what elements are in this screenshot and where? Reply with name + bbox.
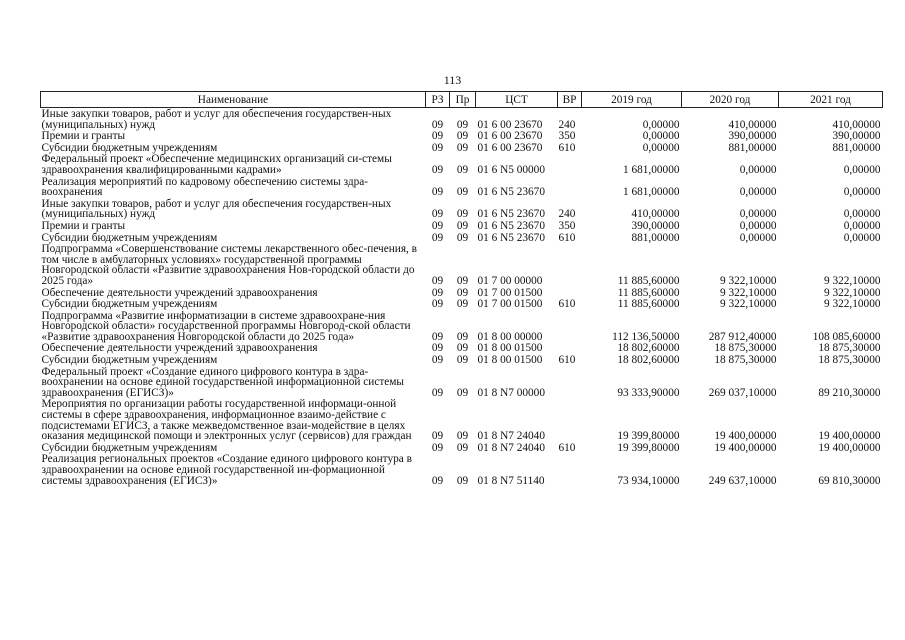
cell-rz: 09: [431, 354, 444, 367]
cell-name: Подпрограмма «Совершенствование системы лекарственного обес-печения, в том числе в амбулаторных условиях» государственной программы Новгородской области «Развитие здравоохранения Нов-городской области до 2025 года»: [41, 243, 418, 287]
cell-cst: 01 8 00 01500: [477, 342, 543, 355]
cell-y2019: 1 681,00000: [623, 163, 680, 176]
cell-name: Реализация мероприятий по кадровому обеспечению системы здра-воохранения: [41, 175, 369, 199]
cell-y2021: 18 875,30000: [818, 354, 881, 367]
table-row: [41, 108, 883, 131]
cell-vr: 350: [558, 130, 576, 143]
cell-pr: 09: [456, 130, 469, 143]
table-row: [41, 142, 883, 154]
table-row: [41, 176, 883, 198]
cell-rz: 09: [431, 186, 444, 199]
cell-pr: 09: [456, 186, 469, 199]
cell-y2020: 9 322,10000: [720, 286, 777, 299]
cell-y2021: 0,00000: [843, 163, 881, 176]
cell-vr: [558, 342, 582, 354]
cell-y2020: 9 322,10000: [720, 274, 777, 287]
cell-cst: 01 6 00 23670: [477, 118, 543, 131]
cell-name: Иные закупки товаров, работ и услуг для обеспечения государствен-ных (муниципальных) нужд: [41, 197, 392, 221]
cell-name: Обеспечение деятельности учреждений здравоохранения: [41, 342, 318, 355]
cell-name: Премии и гранты: [41, 130, 126, 143]
cell-vr: 350: [558, 219, 576, 232]
cell-rz: 09: [431, 386, 444, 399]
cell-vr: 610: [558, 141, 576, 154]
cell-cst: 01 7 00 00000: [477, 274, 543, 287]
cell-y2021: 108 085,60000: [812, 330, 881, 343]
cell-cst: 01 6 N5 00000: [477, 163, 545, 176]
cell-y2019: 73 934,10000: [617, 474, 680, 487]
header-2021: 2021 год: [779, 92, 883, 108]
cell-y2021: 0,00000: [843, 231, 881, 244]
cell-y2019: 881,00000: [631, 231, 680, 244]
cell-y2020: 390,00000: [728, 130, 777, 143]
cell-y2021: 410,00000: [832, 118, 881, 131]
cell-y2019: 19 399,80000: [617, 441, 680, 454]
cell-y2021: 89 210,30000: [818, 386, 881, 399]
cell-rz: 09: [431, 219, 444, 232]
table-row: [41, 366, 883, 399]
table-row: [41, 153, 883, 175]
cell-y2020: 410,00000: [728, 118, 777, 131]
cell-pr: 09: [456, 118, 469, 131]
header-name: Наименование: [41, 92, 426, 108]
cell-pr: 09: [456, 274, 469, 287]
cell-name: Субсидии бюджетным учреждениям: [41, 298, 218, 311]
cell-vr: 610: [558, 298, 576, 311]
cell-y2021: 0,00000: [843, 186, 881, 199]
cell-y2019: 0,00000: [642, 130, 680, 143]
cell-y2021: 9 322,10000: [824, 298, 881, 311]
cell-y2019: 11 885,60000: [617, 298, 680, 311]
table-row: [41, 220, 883, 232]
cell-pr: 09: [456, 430, 469, 443]
cell-name: Субсидии бюджетным учреждениям: [41, 231, 218, 244]
cell-y2019: 11 885,60000: [617, 274, 680, 287]
cell-name: Иные закупки товаров, работ и услуг для обеспечения государствен-ных (муниципальных) нужд: [41, 108, 392, 131]
cell-vr: [558, 176, 582, 198]
cell-vr: [558, 310, 582, 343]
cell-y2019: 11 885,60000: [617, 286, 680, 299]
header-cst: ЦСТ: [476, 92, 558, 108]
table-row: [41, 342, 883, 354]
cell-cst: 01 8 N7 24040: [477, 441, 545, 454]
cell-vr: [558, 453, 582, 486]
cell-pr: 09: [456, 354, 469, 367]
cell-name: Мероприятия по организации работы государственной информаци-онной системы в сфере здравоохранения, информационное взаимо-действие с подсистемами ЕГИСЗ, а также межведомственное взаи-модействие в целях оказания медицинской помощи и электронных услуг (сервисов) для граждан: [41, 398, 412, 443]
cell-pr: 09: [456, 141, 469, 154]
cell-y2021: 9 322,10000: [824, 286, 881, 299]
table-body: [41, 108, 883, 487]
cell-y2019: 410,00000: [631, 208, 680, 221]
cell-pr: 09: [456, 330, 469, 343]
cell-y2019: 1 681,00000: [623, 186, 680, 199]
cell-y2021: 18 875,30000: [818, 342, 881, 355]
cell-rz: 09: [431, 342, 444, 355]
header-pr: Пр: [450, 92, 476, 108]
cell-pr: 09: [456, 298, 469, 311]
cell-vr: 610: [558, 231, 576, 244]
header-vr: ВР: [558, 92, 582, 108]
cell-y2020: 0,00000: [739, 163, 777, 176]
cell-vr: [558, 153, 582, 175]
cell-y2020: 19 400,00000: [714, 430, 777, 443]
cell-pr: 09: [456, 386, 469, 399]
cell-rz: 09: [431, 130, 444, 143]
cell-name: Субсидии бюджетным учреждениям: [41, 141, 218, 154]
cell-pr: 09: [456, 208, 469, 221]
table-row: [41, 232, 883, 244]
cell-rz: 09: [431, 141, 444, 154]
cell-y2020: 269 037,10000: [708, 386, 777, 399]
cell-name: Обеспечение деятельности учреждений здравоохранения: [41, 286, 318, 299]
cell-rz: 09: [431, 231, 444, 244]
cell-cst: 01 6 N5 23670: [477, 186, 545, 199]
cell-name: Подпрограмма «Развитие информатизации в системе здравоохране-ния Новгородской области» государственной программы Новгород-ской области «Развитие здравоохранения Новгородской области до 2025 года»: [41, 309, 411, 343]
cell-y2020: 249 637,10000: [708, 474, 777, 487]
cell-name: Субсидии бюджетным учреждениям: [41, 354, 218, 367]
cell-y2019: 19 399,80000: [617, 430, 680, 443]
table-row: [41, 298, 883, 310]
cell-name: Премии и гранты: [41, 219, 126, 232]
cell-vr: 240: [558, 118, 576, 131]
cell-y2020: 0,00000: [739, 231, 777, 244]
cell-y2021: 0,00000: [843, 208, 881, 221]
cell-cst: 01 8 N7 51140: [477, 474, 545, 487]
cell-cst: 01 8 N7 24040: [477, 430, 545, 443]
cell-y2019: 112 136,50000: [612, 330, 680, 343]
cell-cst: 01 8 00 01500: [477, 354, 543, 367]
header-2020: 2020 год: [682, 92, 779, 108]
table-row: [41, 287, 883, 299]
cell-y2019: 0,00000: [642, 141, 680, 154]
budget-table: [40, 91, 883, 486]
cell-vr: 240: [558, 208, 576, 221]
table-row: [41, 243, 883, 286]
cell-vr: 610: [558, 354, 576, 367]
cell-vr: [558, 366, 582, 399]
table-row: [41, 130, 883, 142]
table-row: [41, 198, 883, 220]
cell-cst: 01 6 N5 23670: [477, 219, 545, 232]
cell-rz: 09: [431, 298, 444, 311]
cell-y2020: 287 912,40000: [708, 330, 777, 343]
cell-cst: 01 6 00 23670: [477, 130, 543, 143]
cell-y2020: 19 400,00000: [714, 441, 777, 454]
cell-cst: 01 7 00 01500: [477, 298, 543, 311]
table-row: [41, 398, 883, 441]
cell-y2021: 9 322,10000: [824, 274, 881, 287]
header-2019: 2019 год: [582, 92, 682, 108]
cell-y2019: 93 333,90000: [617, 386, 680, 399]
cell-y2020: 0,00000: [739, 208, 777, 221]
table-row: [41, 442, 883, 454]
cell-rz: 09: [431, 118, 444, 131]
cell-y2019: 0,00000: [642, 118, 680, 131]
cell-name: Федеральный проект «Обеспечение медицинских организаций си-стемы здравоохранения квалифицированными кадрами»: [41, 153, 392, 176]
cell-y2021: 881,00000: [832, 141, 881, 154]
table-row: [41, 354, 883, 366]
cell-y2021: 390,00000: [832, 130, 881, 143]
cell-cst: 01 8 N7 00000: [477, 386, 545, 399]
cell-rz: 09: [431, 430, 444, 443]
cell-name: Федеральный проект «Создание единого цифрового контура в здра-воохранении на основе единой государственной информационной системы здравоохранения (ЕГИСЗ)»: [41, 365, 405, 399]
cell-cst: 01 7 00 01500: [477, 286, 543, 299]
cell-rz: 09: [431, 274, 444, 287]
cell-y2020: 0,00000: [739, 186, 777, 199]
cell-rz: 09: [431, 474, 444, 487]
header-rz: РЗ: [426, 92, 450, 108]
cell-pr: 09: [456, 231, 469, 244]
cell-vr: [558, 287, 582, 299]
cell-y2020: 18 875,30000: [714, 342, 777, 355]
cell-y2021: 19 400,00000: [818, 441, 881, 454]
cell-name: Реализация региональных проектов «Создание единого цифрового контура в здравоохранении на основе единой государственной ин-формационной системы здравоохранения (ЕГИСЗ)»: [41, 453, 412, 487]
cell-pr: 09: [456, 219, 469, 232]
cell-y2020: 18 875,30000: [714, 354, 777, 367]
table-header-row: [41, 92, 883, 108]
cell-y2020: 0,00000: [739, 219, 777, 232]
cell-rz: 09: [431, 441, 444, 454]
cell-vr: 610: [558, 441, 576, 454]
cell-y2020: 881,00000: [728, 141, 777, 154]
cell-rz: 09: [431, 163, 444, 176]
cell-vr: [558, 243, 582, 286]
cell-vr: [558, 398, 582, 441]
cell-pr: 09: [456, 163, 469, 176]
cell-rz: 09: [431, 208, 444, 221]
cell-name: Субсидии бюджетным учреждениям: [41, 441, 218, 454]
cell-pr: 09: [456, 474, 469, 487]
cell-pr: 09: [456, 342, 469, 355]
table-row: [41, 310, 883, 343]
cell-cst: 01 6 00 23670: [477, 141, 543, 154]
cell-y2020: 9 322,10000: [720, 298, 777, 311]
cell-pr: 09: [456, 441, 469, 454]
cell-y2021: 19 400,00000: [818, 430, 881, 443]
page-number: 113: [443, 73, 462, 87]
cell-cst: 01 6 N5 23670: [477, 208, 545, 221]
cell-rz: 09: [431, 286, 444, 299]
cell-cst: 01 8 00 00000: [477, 330, 543, 343]
cell-rz: 09: [431, 330, 444, 343]
cell-y2019: 390,00000: [631, 219, 680, 232]
cell-y2021: 69 810,30000: [818, 474, 881, 487]
cell-y2019: 18 802,60000: [617, 342, 680, 355]
table-row: [41, 453, 883, 486]
cell-pr: 09: [456, 286, 469, 299]
cell-y2021: 0,00000: [843, 219, 881, 232]
cell-cst: 01 6 N5 23670: [477, 231, 545, 244]
cell-y2019: 18 802,60000: [617, 354, 680, 367]
